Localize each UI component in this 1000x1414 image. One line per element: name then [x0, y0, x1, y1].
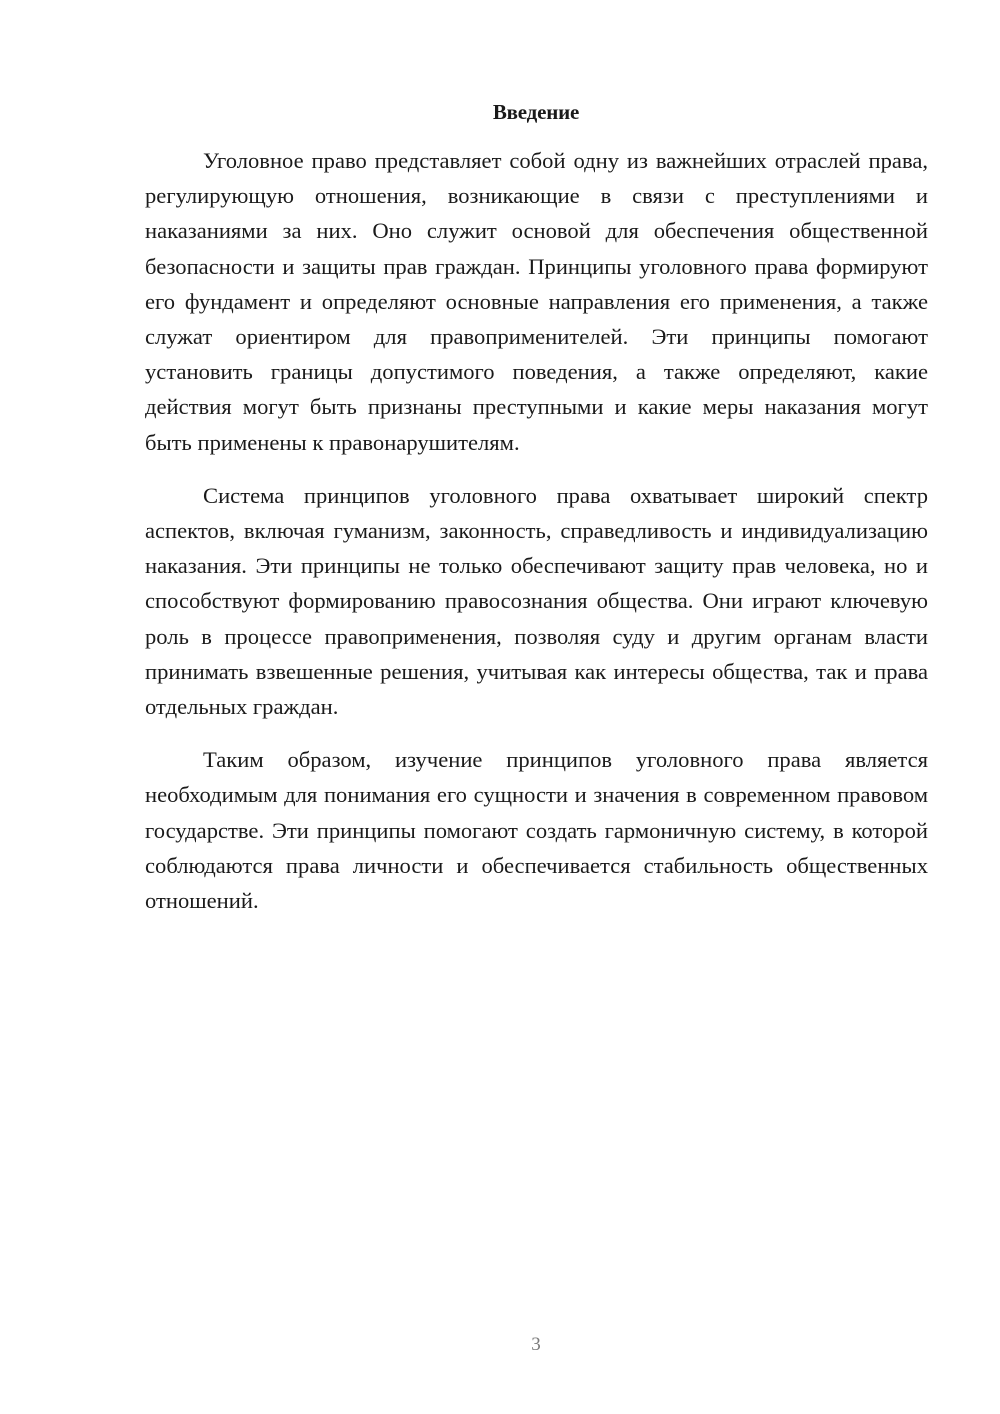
paragraph-3: Таким образом, изучение принципов уголовного права является необходимым для понимания его сущности и значения в современном правовом государстве. Эти принципы помогают создать гармоничную систему, в которой соблюдаются права личности и обеспечивается стабильность общественных отношений. [145, 747, 928, 914]
page-number: 3 [531, 1334, 541, 1355]
section-heading: Введение [492, 100, 580, 124]
body-text [145, 143, 928, 918]
paragraph-2: Система принципов уголовного права охватывает широкий спектр аспектов, включая гуманизм, законность, справедливость и индивидуализацию наказания. Эти принципы не только обеспечивают защиту прав человека, но и способствуют формированию правосознания общества. Они играют ключевую роль в процессе правоприменения, позволяя суду и другим органам власти принимать взвешенные решения, учитывая как интересы общества, так и права отдельных граждан. [145, 482, 928, 720]
paragraph-1: Уголовное право представляет собой одну из важнейших отраслей права, регулирующую отношения, возникающие в связи с преступлениями и наказаниями за них. Оно служит основой для обеспечения общественной безопасности и защиты прав граждан. Принципы уголовного права формируют его фундамент и определяют основные направления его применения, а также служат ориентиром для правоприменителей. Эти принципы помогают установить границы допустимого поведения, а также определяют, какие действия могут быть признаны преступными и какие меры наказания могут быть применены к правонарушителям. [145, 148, 928, 455]
